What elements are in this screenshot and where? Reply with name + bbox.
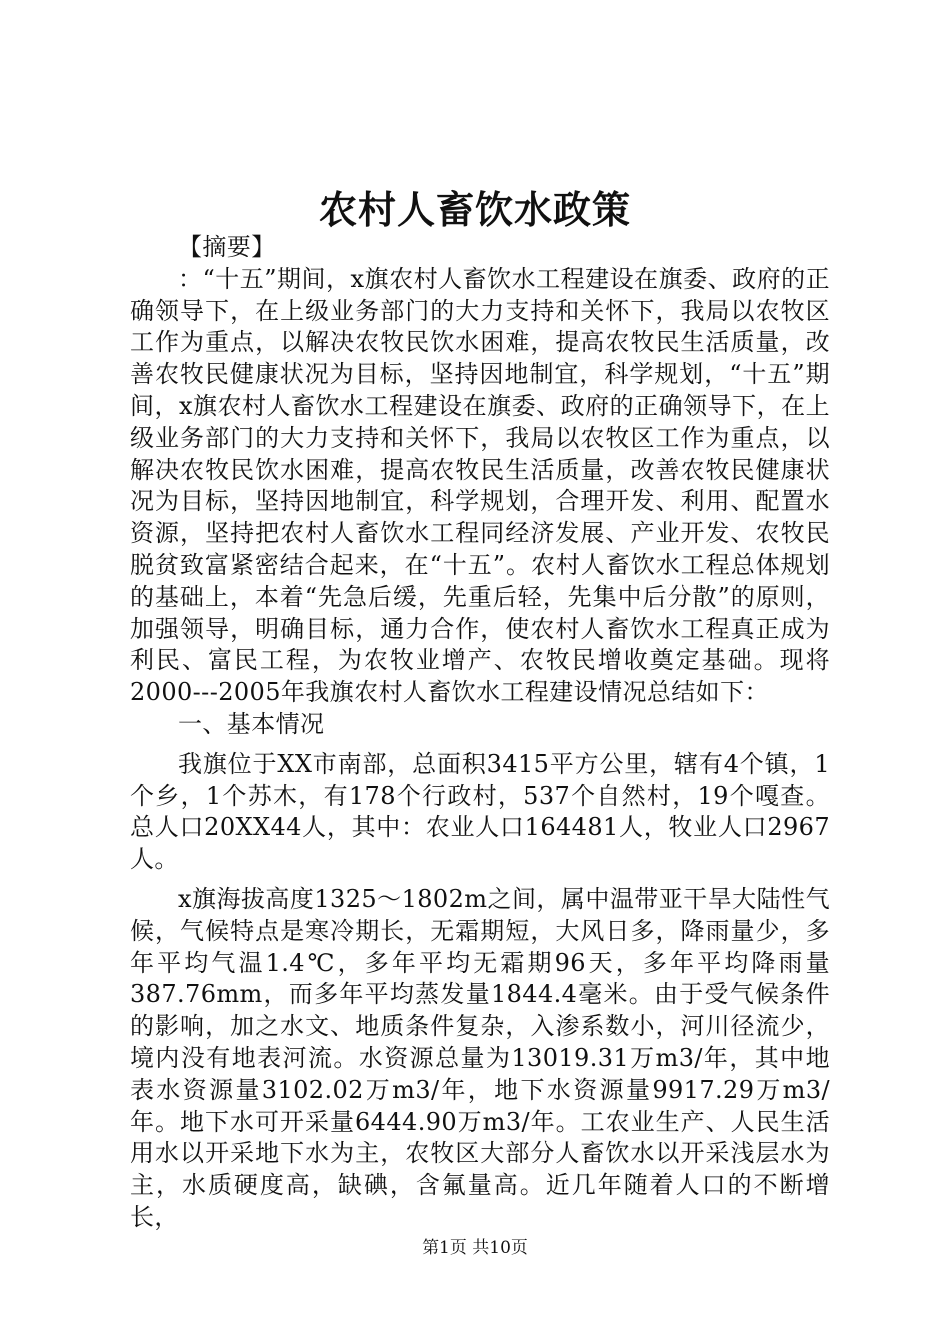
page-footer: 第1页 共10页 <box>422 1238 528 1258</box>
document-title: 农村人畜饮水政策 <box>318 187 631 232</box>
document-body <box>130 232 830 1234</box>
abstract-label: 【摘要】 <box>178 233 276 261</box>
paragraph-climate: x旗海拔高度1325～1802m之间，属中温带亚干旱大陆性气候，气候特点是寒冷期长，无霜期短，大风日多，降雨量少，多年平均气温1.4℃，多年平均无霜期96天，多年平均降雨量387.76mm，而多年平均蒸发量1844.4毫米。由于受气候条件的影响，加之水文、地质条件复杂，入渗系数小，河川径流少，境内没有地表河流。水资源总量为13019.31万m3/年，其中地表水资源量3102.02万m3/年，地下水资源量9917.29万m3/年。地下水可开采量6444.90万m3/年。工农业生产、人民生活用水以开采地下水为主，农牧区大部分人畜饮水以开采浅层水为主，水质硬度高，缺碘，含氟量高。近几年随着人口的不断增长， <box>130 884 830 1231</box>
section-heading-basic-info: 一、基本情况 <box>178 709 325 738</box>
paragraph-location: 我旗位于XX市南部，总面积3415平方公里，辖有4个镇，1个乡，1个苏木，有178个行政村，537个自然村，19个嘎查。总人口20XX44人，其中：农业人口164481人，牧业人口2967人。 <box>130 749 830 874</box>
paragraph-abstract: ：“十五”期间，x旗农村人畜饮水工程建设在旗委、政府的正确领导下，在上级业务部门的大力支持和关怀下，我局以农牧区工作为重点，以解决农牧民饮水困难，提高农牧民生活质量，改善农牧民健康状况为目标，坚持因地制宜，科学规划，“十五”期间，x旗农村人畜饮水工程建设在旗委、政府的正确领导下，在上级业务部门的大力支持和关怀下，我局以农牧区工作为重点，以解决农牧民饮水困难，提高农牧民生活质量，改善农牧民健康状况为目标，坚持因地制宜，科学规划，合理开发、利用、配置水资源，坚持把农村人畜饮水工程同经济发展、产业开发、农牧民脱贫致富紧密结合起来，在“十五”。农村人畜饮水工程总体规划的基础上，本着“先急后缓，先重后轻，先集中后分散”的原则，加强领导，明确目标，通力合作，使农村人畜饮水工程真正成为利民、富民工程，为农牧业增产、农牧民增收奠定基础。现将2000---2005年我旗农村人畜饮水工程建设情况总结如下： <box>130 264 830 707</box>
